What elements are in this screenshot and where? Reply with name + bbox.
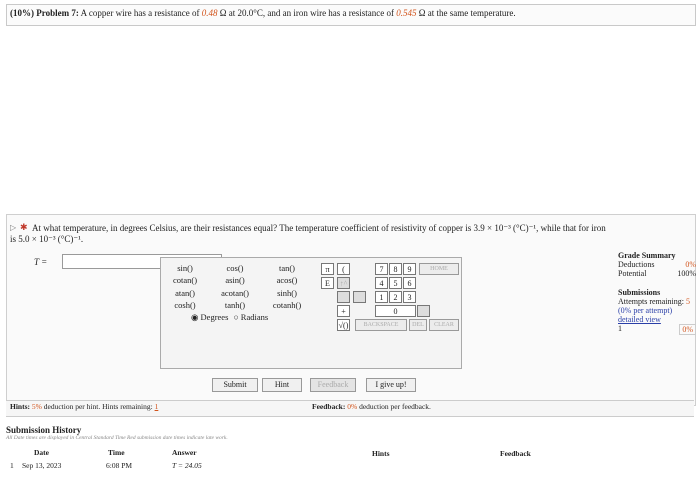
sinh-button[interactable]: sinh(): [277, 288, 297, 298]
expand-arrow-icon[interactable]: ▷: [10, 223, 17, 232]
iron-resistance-value: 0.545: [396, 8, 417, 18]
feedback-info: [312, 402, 431, 411]
tool-icon: ✱: [20, 222, 28, 232]
give-up-button[interactable]: I give up!: [366, 378, 416, 392]
key-0[interactable]: 0: [375, 305, 416, 317]
history-row-num: 1: [10, 461, 14, 470]
history-note: All Date times are displayed in Central Standard Time Red submission date times indicate late work.: [6, 435, 228, 441]
attempts-row: [618, 297, 696, 306]
submission-pct: 0%: [679, 324, 696, 335]
plus-key[interactable]: +: [337, 305, 350, 317]
cotan-button[interactable]: cotan(): [172, 275, 198, 285]
submission-history: [6, 425, 694, 441]
key-3[interactable]: 3: [403, 291, 416, 303]
key-5[interactable]: 5: [389, 277, 402, 289]
feedback-text: deduction per feedback.: [359, 402, 431, 411]
deductions-row: [618, 260, 696, 269]
acos-button[interactable]: acos(): [276, 275, 298, 285]
cotanh-button[interactable]: cotanh(): [272, 300, 302, 310]
sqrt-key[interactable]: √(): [338, 321, 349, 330]
hints-label: Hints:: [10, 402, 31, 411]
atan-button[interactable]: atan(): [175, 288, 195, 298]
potential-row: [618, 269, 696, 278]
key-8[interactable]: 8: [389, 263, 402, 275]
copper-resistance-value: 0.48: [201, 8, 218, 18]
hint-button[interactable]: Hint: [262, 378, 302, 392]
key-7[interactable]: 7: [375, 263, 388, 275]
problem-statement: [10, 8, 516, 18]
submissions-title: Submissions: [618, 288, 661, 297]
radians-radio-icon[interactable]: ○: [233, 312, 239, 322]
home-key[interactable]: HOME: [419, 263, 459, 275]
key-6[interactable]: 6: [403, 277, 416, 289]
cos-button[interactable]: cos(): [226, 263, 244, 273]
hints-remaining: 1: [154, 402, 159, 411]
grade-summary-title: Grade Summary: [618, 251, 676, 260]
sin-button[interactable]: sin(): [177, 263, 193, 273]
power-key[interactable]: ↑^: [337, 277, 350, 289]
history-row-date: Sep 13, 2023: [22, 461, 62, 470]
problem-text-b: Ω at 20.0°C, and an iron wire has a resistance of: [219, 8, 395, 18]
per-attempt-text: (0% per attempt): [618, 306, 673, 315]
attempts-value: 5: [686, 297, 690, 306]
radians-label: Radians: [240, 312, 269, 322]
history-row-answer: T = 24.05: [172, 461, 202, 470]
hints-info: [10, 402, 158, 411]
detailed-view-link[interactable]: detailed view: [618, 315, 661, 324]
del-key[interactable]: DEL: [409, 319, 427, 331]
blank-key-b[interactable]: [353, 291, 366, 303]
submission-num: 1: [618, 324, 622, 333]
blank-key-c[interactable]: [417, 305, 430, 317]
deductions-label: Deductions: [618, 260, 655, 269]
calculator-panel: [160, 257, 462, 369]
blank-key-a[interactable]: [337, 291, 350, 303]
key-2[interactable]: 2: [389, 291, 402, 303]
col-feedback: Feedback: [500, 449, 531, 458]
potential-label: Potential: [618, 269, 647, 278]
col-answer: Answer: [172, 448, 197, 457]
problem-text-c: Ω at the same temperature.: [418, 8, 516, 18]
clear-key[interactable]: CLEAR: [429, 319, 459, 331]
question-text-cont: is 5.0 × 10⁻³ (°C)⁻¹.: [10, 234, 84, 244]
open-paren-key[interactable]: (: [337, 263, 350, 275]
col-date: Date: [34, 448, 49, 457]
feedback-label: Feedback:: [312, 402, 346, 411]
hints-text: deduction per hint. Hints remaining:: [43, 402, 153, 411]
submission-row: [618, 324, 696, 333]
potential-value: 100%: [677, 269, 696, 278]
feedback-button[interactable]: Feedback: [310, 378, 356, 392]
cosh-button[interactable]: cosh(): [174, 300, 196, 310]
hints-pct: 5%: [31, 402, 42, 411]
history-title: Submission History: [6, 425, 82, 435]
question-text: [10, 223, 695, 234]
e-key[interactable]: E: [321, 277, 334, 289]
key-9[interactable]: 9: [403, 263, 416, 275]
acotan-button[interactable]: acotan(): [221, 288, 249, 298]
question-line-1: At what temperature, in degrees Celsius, are their resistances equal? The temperature coefficient of resistivity of copper is 3.9 × 10⁻³ (°C)⁻¹, while that for iron: [32, 223, 606, 233]
attempts-label: Attempts remaining:: [618, 297, 684, 306]
problem-text-a: A copper wire has a resistance of: [80, 8, 200, 18]
feedback-pct: 0%: [347, 402, 358, 411]
tanh-button[interactable]: tanh(): [224, 300, 246, 310]
deductions-value: 0%: [685, 260, 696, 269]
key-1[interactable]: 1: [375, 291, 388, 303]
degrees-label: Degrees: [200, 312, 229, 322]
pi-key[interactable]: π: [321, 263, 334, 275]
problem-number: (10%) Problem 7:: [10, 8, 79, 18]
grade-summary: [618, 251, 696, 335]
history-row-time: 6:08 PM: [106, 461, 133, 470]
col-time: Time: [108, 448, 125, 457]
tan-button[interactable]: tan(): [278, 263, 296, 273]
angle-mode: [191, 312, 268, 323]
col-hints: Hints: [372, 449, 390, 458]
asin-button[interactable]: asin(): [225, 275, 245, 285]
degrees-radio-icon[interactable]: ◉: [191, 312, 199, 322]
key-4[interactable]: 4: [375, 277, 388, 289]
backspace-key[interactable]: BACKSPACE: [355, 319, 407, 331]
answer-label: T =: [34, 257, 48, 267]
submit-button[interactable]: Submit: [212, 378, 258, 392]
